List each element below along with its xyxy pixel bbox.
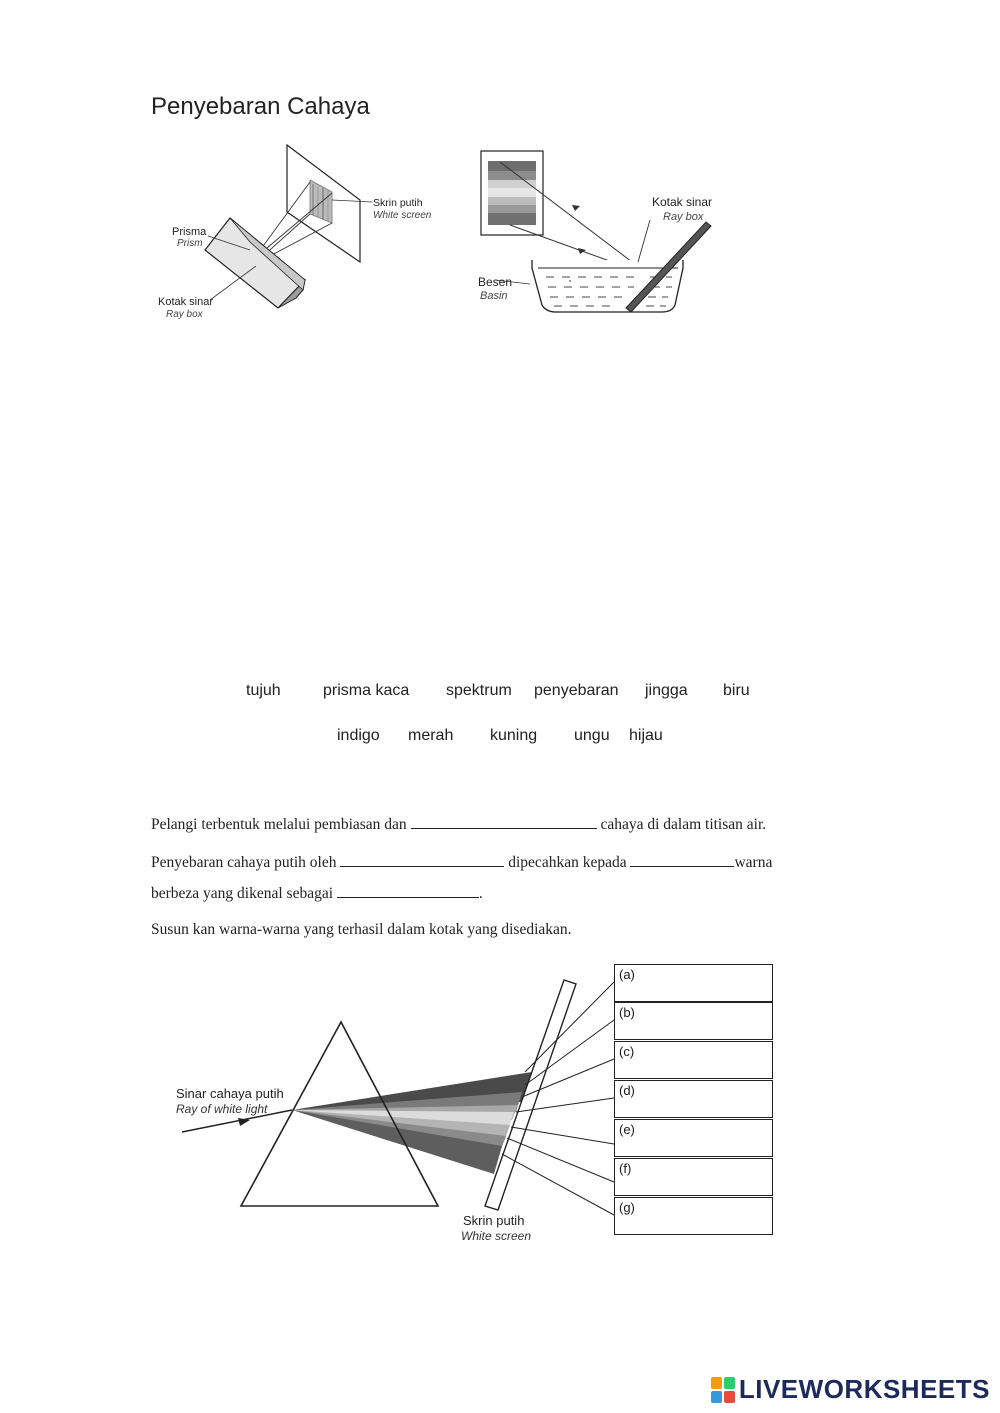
sentence-2 (151, 852, 772, 872)
word-tujuh[interactable]: tujuh (246, 682, 281, 699)
sentence-2-end: warna (734, 854, 773, 871)
ray-box-label: Kotak sinar (158, 296, 214, 308)
word-biru[interactable]: biru (723, 682, 750, 699)
sentence-3 (151, 883, 483, 903)
word-jingga[interactable]: jingga (645, 682, 688, 699)
answer-box-g[interactable] (614, 1197, 773, 1235)
box-label-a: (a) (619, 967, 635, 982)
word-penyebaran[interactable]: penyebaran (534, 682, 619, 699)
box-label-f: (f) (619, 1161, 632, 1176)
white-light-label-en: Ray of white light (176, 1102, 268, 1116)
prism-label: Prisma (172, 226, 207, 238)
prism-diagram (150, 140, 450, 325)
ray-box-label-2: Kotak sinar (652, 195, 713, 209)
prism-label-en: Prism (177, 238, 203, 249)
basin-label-en: Basin (480, 290, 508, 302)
sentence-1-start: Pelangi terbentuk melalui pembiasan dan (151, 816, 407, 833)
ray-box-label-2-en: Ray box (663, 211, 704, 223)
blank-3[interactable] (630, 852, 734, 867)
box-label-g: (g) (619, 1200, 635, 1215)
box-label-d: (d) (619, 1083, 635, 1098)
answer-box-a[interactable] (614, 964, 773, 1002)
word-ungu[interactable]: ungu (574, 727, 610, 744)
answer-box-c[interactable] (614, 1041, 773, 1079)
ray-box-label-en: Ray box (166, 309, 203, 320)
basin-label: Besen (478, 275, 513, 289)
brand-logo (711, 1374, 990, 1405)
sentence-3-end: . (478, 885, 483, 902)
white-light-label: Sinar cahaya putih (176, 1086, 284, 1101)
word-indigo[interactable]: indigo (337, 727, 380, 744)
word-merah[interactable]: merah (408, 727, 454, 744)
box-label-c: (c) (619, 1044, 635, 1059)
sentence-1 (151, 814, 766, 834)
page-title: Penyebaran Cahaya (151, 93, 370, 120)
instruction: Susun kan warna-warna yang terhasil dalam kotak yang disediakan. (151, 921, 572, 938)
box-label-b: (b) (619, 1005, 635, 1020)
brand-icon (711, 1377, 735, 1403)
white-screen-label: Skrin putih (373, 197, 423, 209)
answer-box-e[interactable] (614, 1119, 773, 1157)
sentence-3-start: berbeza yang dikenal sebagai (151, 885, 334, 902)
brand-name: LIVEWORKSHEETS (738, 1374, 990, 1404)
sentence-1-end: cahaya di dalam titisan air. (600, 816, 767, 833)
blank-2[interactable] (340, 852, 504, 867)
sentence-2-start: Penyebaran cahaya putih oleh (151, 854, 337, 871)
white-screen-label-en: White screen (373, 210, 432, 221)
box-label-e: (e) (619, 1122, 635, 1137)
blank-1[interactable] (411, 814, 597, 829)
word-kuning[interactable]: kuning (490, 727, 538, 744)
answer-box-d[interactable] (614, 1080, 773, 1118)
answer-box-b[interactable] (614, 1002, 773, 1040)
word-hijau[interactable]: hijau (629, 727, 663, 744)
blank-4[interactable] (337, 883, 479, 898)
dispersion-diagram (170, 960, 620, 1250)
basin-diagram (470, 140, 730, 325)
word-prisma-kaca[interactable]: prisma kaca (323, 682, 410, 699)
answer-box-f[interactable] (614, 1158, 773, 1196)
sentence-2-middle: dipecahkan kepada (508, 854, 627, 871)
word-spektrum[interactable]: spektrum (446, 682, 512, 699)
screen-label: Skrin putih (463, 1213, 525, 1228)
screen-label-en: White screen (461, 1229, 532, 1243)
